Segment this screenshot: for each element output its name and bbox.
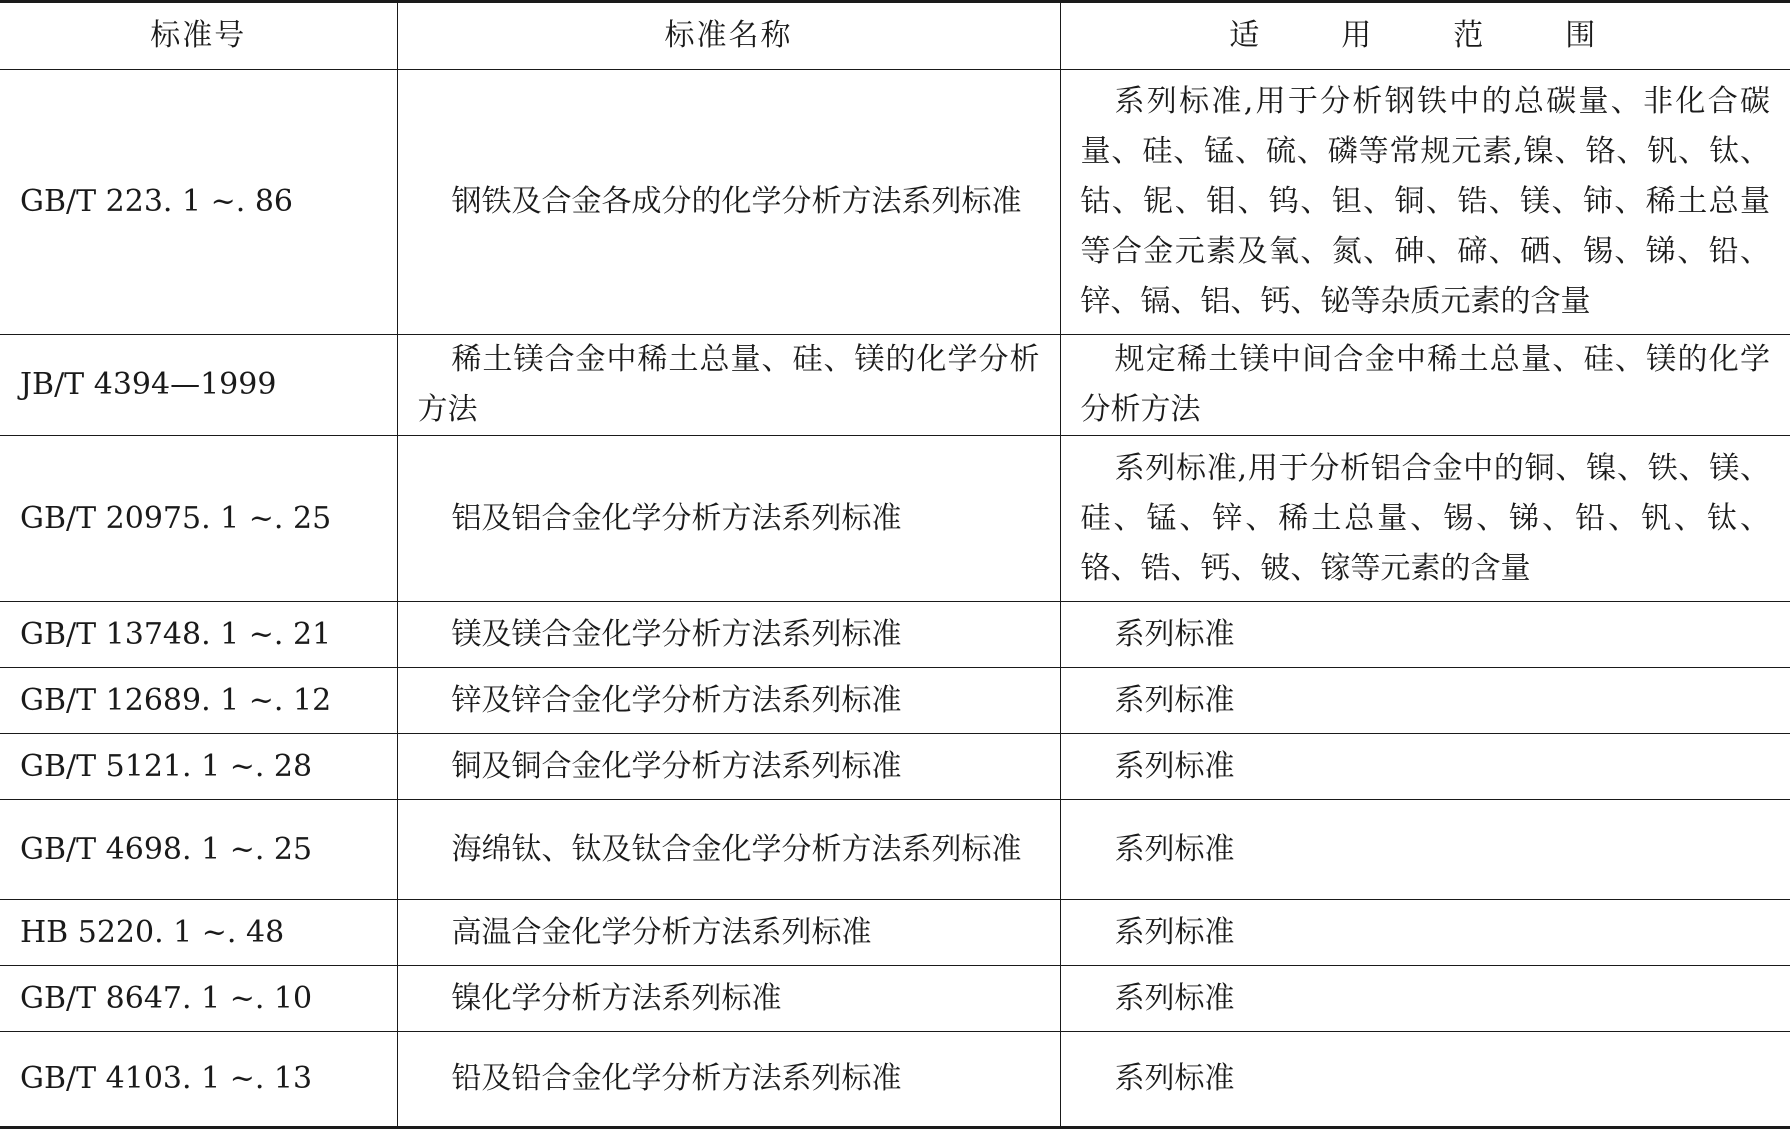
table-row [0, 70, 1790, 335]
standard-scope: 系列标准 [1060, 966, 1790, 1032]
standard-number: GB/T 4698. 1 ~. 25 [0, 800, 397, 900]
table-body [0, 70, 1790, 1128]
standard-number: GB/T 4103. 1 ~. 13 [0, 1032, 397, 1128]
standard-number: GB/T 20975. 1 ~. 25 [0, 436, 397, 602]
standard-scope: 系列标准 [1060, 1032, 1790, 1128]
standard-name: 高温合金化学分析方法系列标准 [397, 900, 1060, 966]
header-standard-name: 标准名称 [397, 2, 1060, 70]
table-row [0, 335, 1790, 436]
standard-scope: 系列标准 [1060, 602, 1790, 668]
standard-name: 铝及铝合金化学分析方法系列标准 [397, 436, 1060, 602]
standard-number: GB/T 13748. 1 ~. 21 [0, 602, 397, 668]
table-row [0, 800, 1790, 900]
standard-scope: 系列标准 [1060, 734, 1790, 800]
standard-name: 锌及锌合金化学分析方法系列标准 [397, 668, 1060, 734]
standard-name: 镁及镁合金化学分析方法系列标准 [397, 602, 1060, 668]
header-row [0, 2, 1790, 70]
table-row [0, 602, 1790, 668]
header-standard-number: 标准号 [0, 2, 397, 70]
table-row [0, 734, 1790, 800]
standard-scope: 系列标准 [1060, 668, 1790, 734]
standard-number: GB/T 12689. 1 ~. 12 [0, 668, 397, 734]
table-row [0, 668, 1790, 734]
standard-name: 钢铁及合金各成分的化学分析方法系列标准 [397, 70, 1060, 335]
table-row [0, 436, 1790, 602]
table-row [0, 900, 1790, 966]
standard-scope: 系列标准 [1060, 800, 1790, 900]
standard-scope: 系列标准,用于分析铝合金中的铜、镍、铁、镁、硅、锰、锌、稀土总量、锡、锑、铅、钒、钛、铬、锆、钙、铍、镓等元素的含量 [1060, 436, 1790, 602]
standard-scope: 系列标准 [1060, 900, 1790, 966]
standard-number: GB/T 223. 1 ~. 86 [0, 70, 397, 335]
standard-name: 铅及铅合金化学分析方法系列标准 [397, 1032, 1060, 1128]
standard-name: 镍化学分析方法系列标准 [397, 966, 1060, 1032]
standard-number: JB/T 4394—1999 [0, 335, 397, 436]
standard-number: HB 5220. 1 ~. 48 [0, 900, 397, 966]
standard-name: 稀土镁合金中稀土总量、硅、镁的化学分析方法 [397, 335, 1060, 436]
standard-number: GB/T 8647. 1 ~. 10 [0, 966, 397, 1032]
table-header [0, 2, 1790, 70]
standard-name: 海绵钛、钛及钛合金化学分析方法系列标准 [397, 800, 1060, 900]
table-row [0, 1032, 1790, 1128]
standard-scope: 系列标准,用于分析钢铁中的总碳量、非化合碳量、硅、锰、硫、磷等常规元素,镍、铬、钒、钛、钴、铌、钼、钨、钽、铜、锆、镁、铈、稀土总量等合金元素及氧、氮、砷、碲、硒、锡、锑、铅、锌、镉、铝、钙、铋等杂质元素的含量 [1060, 70, 1790, 335]
table-row [0, 966, 1790, 1032]
standard-number: GB/T 5121. 1 ~. 28 [0, 734, 397, 800]
standard-scope: 规定稀土镁中间合金中稀土总量、硅、镁的化学分析方法 [1060, 335, 1790, 436]
standard-name: 铜及铜合金化学分析方法系列标准 [397, 734, 1060, 800]
header-scope: 适 用 范 围 [1060, 2, 1790, 70]
